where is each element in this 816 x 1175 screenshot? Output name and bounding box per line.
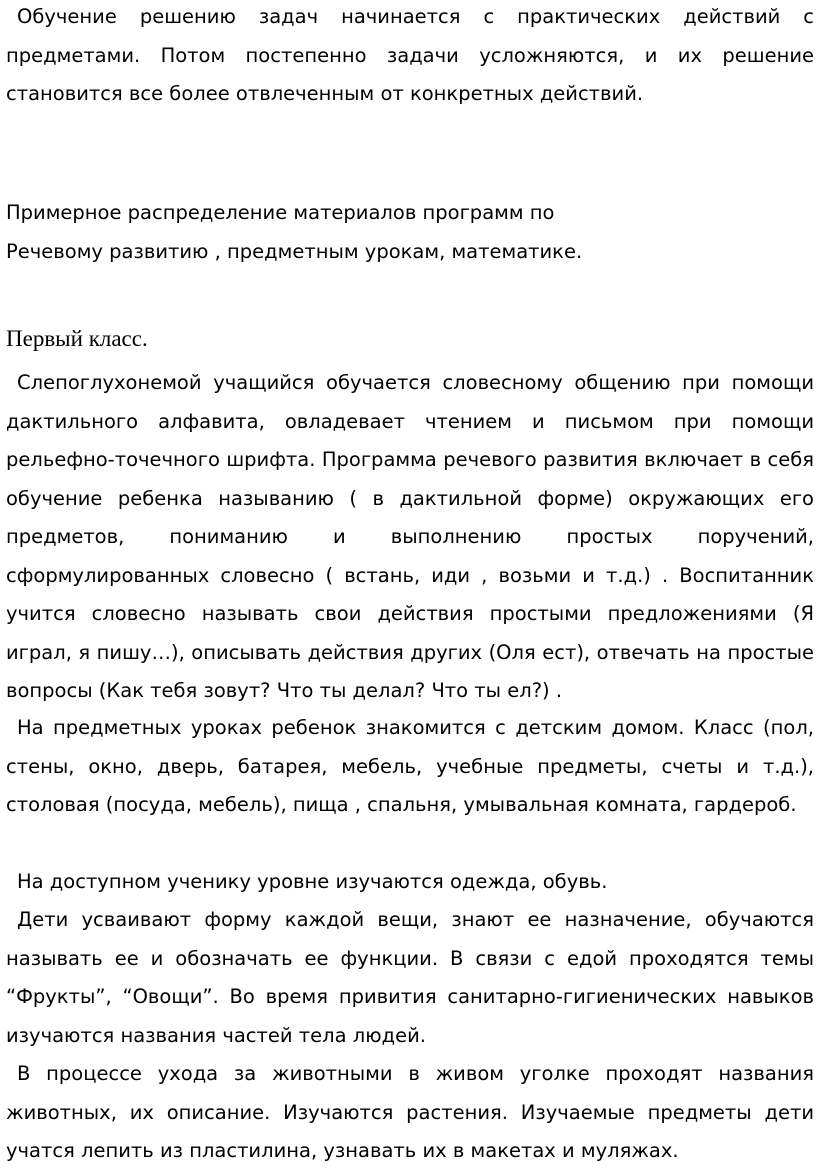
paragraph-subject-lessons: На предметных уроках ребенок знакомится с детским домом. Класс (пол, стены, окно, дверь, батарея, мебель, учебные предметы, счеты и т.д.), столовая (посуда, мебель), пища , спальня, умывальная комната, гардероб. (6, 716, 814, 816)
paragraph-clothing: На доступном ученику уровне изучаются одежда, обувь. (17, 870, 608, 893)
intro-paragraph: Обучение решению задач начинается с практических действий с предметами. Потом постепенно задачи усложняются, и их решение становится все более отвлеченным от конкретных действий. (6, 5, 814, 105)
paragraph-animals-plants: В процессе ухода за животными в живом уголке проходят названия животных, их описание. Изучаются растения. Изучаемые предметы дети учатся лепить из пластилина, узнавать их в макетах и муляжах. (6, 1062, 814, 1162)
section-heading: Первый класс. (6, 326, 148, 351)
distribution-line-2: Речевому развитию , предметным урокам, математике. (6, 239, 583, 263)
distribution-title (6, 194, 814, 271)
distribution-line-1: Примерное распределение материалов программ по (6, 201, 555, 224)
paragraph-speech-development: Слепоглухонемой учащийся обучается словесному общению при помощи дактильного алфавита, овладевает чтением и письмом при помощи рельефно-точечного шрифта. Программа речевого развития включает в себя обучение ребенка называнию ( в дактильной форме) окружающих его предметов, пониманию и выполнению простых поручений, сформулированных словесно ( встань, иди , возьми и т.д.) . Воспитанник учится словесно называть свои действия простыми предложениями (Я играл, я пишу…), описывать действия других (Оля ест), отвечать на простые вопросы (Как тебя зовут? Что ты делал? Что ты ел?) . (6, 371, 814, 702)
paragraph-objects-functions: Дети усваивают форму каждой вещи, знают ее назначение, обучаются называть ее и обозначать ее функции. В связи с едой проходятся темы “Фрукты”, “Овощи”. Во время привития санитарно-гигиенических навыков изучаются названия частей тела людей. (6, 908, 814, 1047)
